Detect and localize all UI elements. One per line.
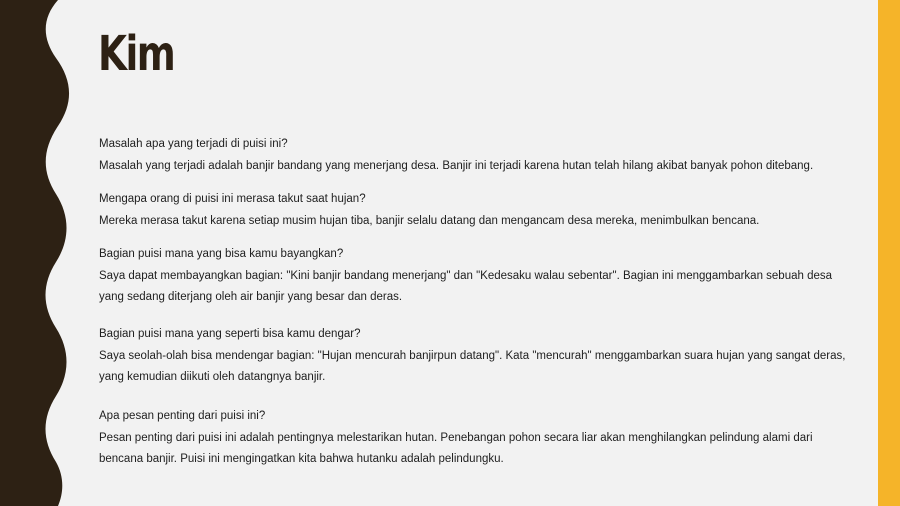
question-5: Apa pesan penting dari puisi ini?: [99, 410, 266, 422]
answer-1: Masalah yang terjadi adalah banjir bandang yang menerjang desa. Banjir ini terjadi karena hutan telah hilang akibat banyak pohon ditebang.: [99, 160, 814, 172]
wave-shape: [0, 0, 69, 506]
qa-block-5: [99, 407, 851, 470]
question-4: Bagian puisi mana yang seperti bisa kamu dengar?: [99, 328, 361, 340]
slide-title: Kim: [98, 26, 175, 82]
left-wave-decoration: [0, 0, 80, 506]
answer-4: Saya seolah-olah bisa mendengar bagian: "Hujan mencurah banjirpun datang". Kata "mencurah" menggambarkan suara hujan yang sangat deras, yang kemudian diikuti oleh datangnya banjir.: [99, 350, 846, 383]
right-accent-bar: [878, 0, 900, 506]
question-2: Mengapa orang di puisi ini merasa takut saat hujan?: [99, 193, 366, 205]
question-3: Bagian puisi mana yang bisa kamu bayangkan?: [99, 248, 344, 260]
question-1: Masalah apa yang terjadi di puisi ini?: [99, 138, 288, 150]
answer-2: Mereka merasa takut karena setiap musim hujan tiba, banjir selalu datang dan mengancam desa mereka, menimbulkan bencana.: [99, 215, 760, 227]
qa-block-4: [99, 325, 851, 388]
qa-block-2: [99, 190, 851, 232]
answer-3: Saya dapat membayangkan bagian: "Kini banjir bandang menerjang" dan "Kedesaku walau sebentar". Bagian ini menggambarkan sebuah desa yang sedang diterjang oleh air banjir yang besar dan deras.: [99, 270, 833, 303]
answer-5: Pesan penting dari puisi ini adalah pentingnya melestarikan hutan. Penebangan pohon secara liar akan menghilangkan pelindung alami dari bencana banjir. Puisi ini mengingatkan kita bahwa hutanku adalah pelindungku.: [99, 432, 813, 465]
qa-block-3: [99, 245, 851, 308]
qa-block-1: [99, 135, 851, 177]
